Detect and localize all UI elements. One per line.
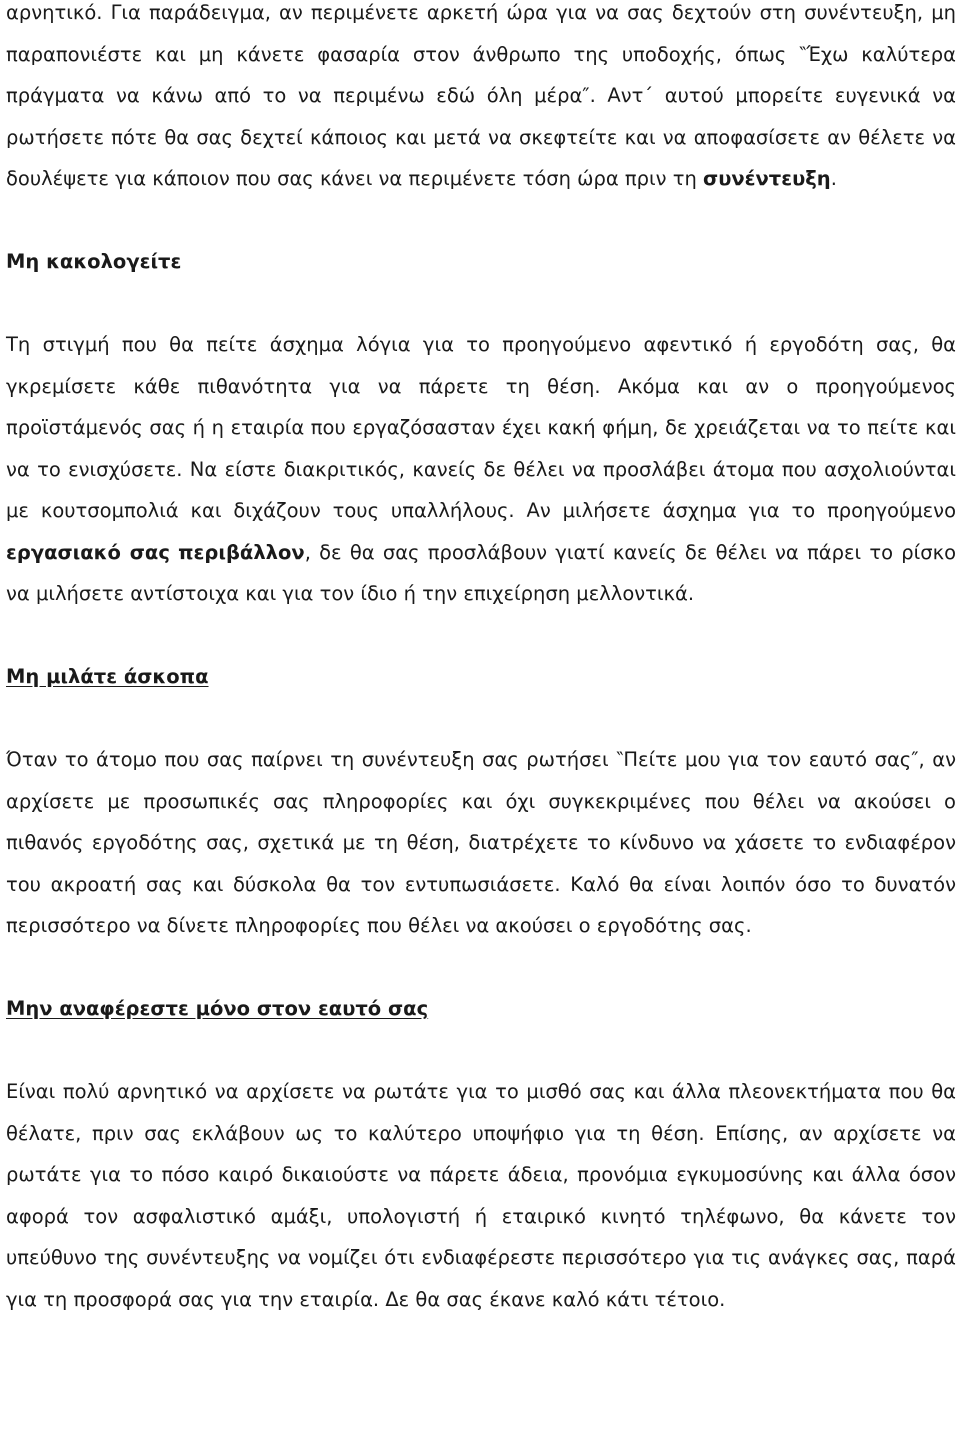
bold-term-work-environment-1: εργασιακό σας [6, 540, 170, 564]
heading-not-only-yourself: Μην αναφέρεστε μόνο στον εαυτό σας [6, 997, 429, 1020]
paragraph-not-only-yourself: Είναι πολύ αρνητικό να αρχίσετε να ρωτάτε για το μισθό σας και άλλα πλεονεκτήματα που θα θέλατε, πριν σας εκλάβουν ως το καλύτερο υποψήφιο για τη θέση. Επίσης, αν αρχίσετε να ρωτάτε για το πόσο καιρό δικαιούστε να πάρετε άδεια, προνόμια εγκυμοσύνης και άλλα όσον αφορά τον ασφαλιστικό αμάξι, υπολογιστή ή εταιρικό κινητό τηλέφωνο, θα κάνετε τον υπεύθυνο της συνέντευξης να νομίζει ότι ενδιαφέρεστε περισσότερο για τις ανάγκες σας, παρά για τη προσφορά σας για την εταιρία. Δε θα σας έκανε καλό κάτι τέτοιο. [6, 1080, 956, 1311]
heading-no-badmouthing: Μη κακολογείτε [6, 250, 182, 273]
paragraph-waiting: αρνητικό. Για παράδειγμα, αν περιμένετε αρκετή ώρα για να σας δεχτούν στη συνέντευξη, μη παραπονιέστε και μη κάνετε φασαρία στον άνθρωπο της υποδοχής, όπως ‶Έχω καλύτερα πράγματα να κάνω από το να περιμένω εδώ όλη μέρα″. Αντ΄ αυτού μπορείτε ευγενικά να ρωτήσετε πότε θα σας δεχτεί κάποιος και μετά να σκεφτείτε και να αποφασίσετε αν θέλετε να δουλέψετε για κάποιον που σας κάνει να περιμένετε τόση ώρα πριν τη συνέντευξη. [6, 1, 956, 190]
bold-term-interview: συνέντευξη [703, 167, 831, 190]
bold-term-work-environment-2: περιβάλλον [178, 540, 305, 564]
document-page [6, 0, 956, 1320]
heading-no-idle-talk: Μη μιλάτε άσκοπα [6, 665, 209, 688]
paragraph-badmouthing: Τη στιγμή που θα πείτε άσχημα λόγια για το προηγούμενο αφεντικό ή εργοδότη σας, θα γκρεμίσετε κάθε πιθανότητα για να πάρετε τη θέση. Ακόμα και αν ο προηγούμενος προϊστάμενός σας ή η εταιρία που εργαζόσασταν έχει κακή φήμη, δε χρειάζεται να το πείτε και να το ενισχύσετε. Να είστε διακριτικός, κανείς δε θέλει να προσλάβει άτομα που ασχολιούνται με κουτσομπολιά και διχάζουν τους υπαλλήλους. Αν μιλήσετε άσχημα για το προηγούμενο εργασιακό σας περιβάλλον, δε θα σας προσλάβουν γιατί κανείς δε θέλει να πάρει το ρίσκο να μιλήσετε αντίστοιχα και για τον ίδιο ή την επιχείρηση μελλοντικά. [6, 333, 956, 605]
paragraph-idle-talk: Όταν το άτομο που σας παίρνει τη συνέντευξη σας ρωτήσει ‶Πείτε μου για τον εαυτό σας″, αν αρχίσετε με προσωπικές σας πληροφορίες και όχι συγκεκριμένες που θέλει να ακούσει ο πιθανός εργοδότης σας, σχετικά με τη θέση, διατρέχετε το κίνδυνο να χάσετε το ενδιαφέρον του ακροατή σας και δύσκολα θα τον εντυπωσιάσετε. Καλό θα είναι λοιπόν όσο το δυνατόν περισσότερο να δίνετε πληροφορίες που θέλει να ακούσει ο εργοδότης σας. [6, 748, 956, 937]
